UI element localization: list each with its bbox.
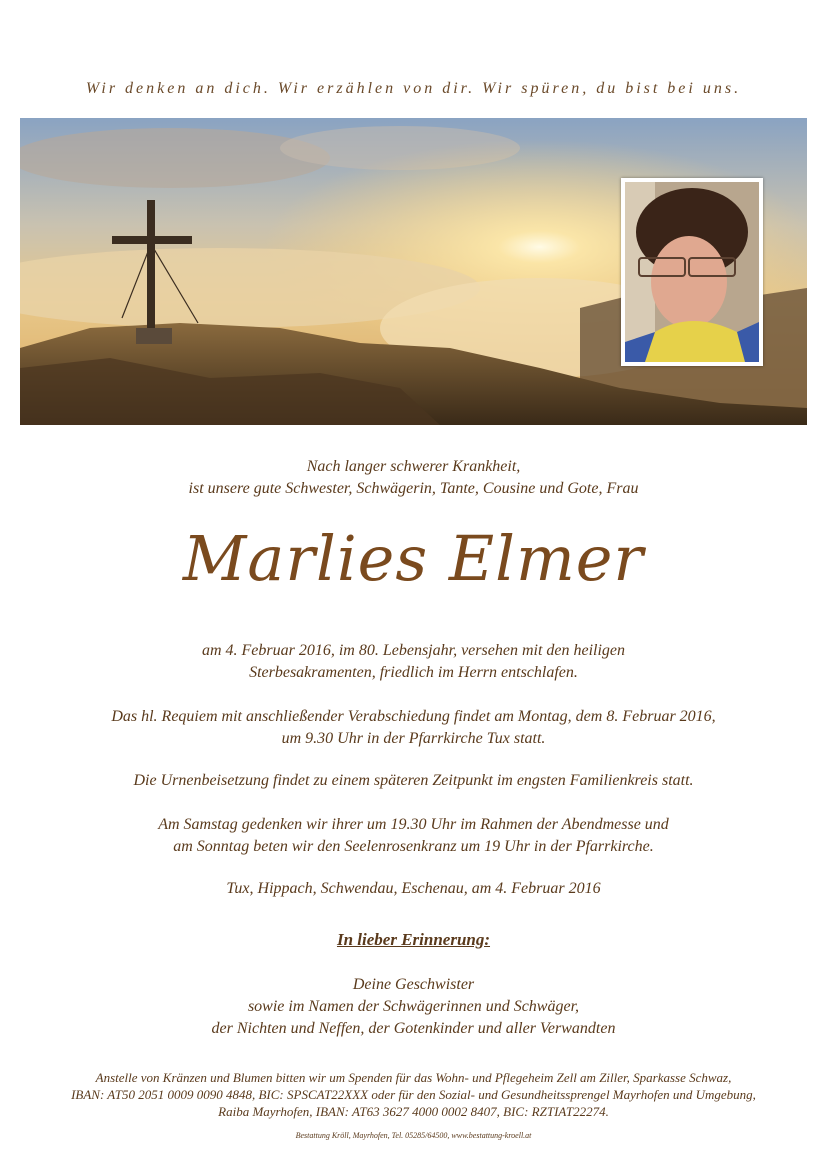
memorial-mass-line-1: Am Samstag gedenken wir ihrer um 19.30 Uhr im Rahmen der Abendmesse und bbox=[158, 816, 669, 833]
deceased-name: Marlies Elmer bbox=[182, 522, 645, 595]
family-line-1: Deine Geschwister bbox=[352, 976, 475, 993]
requiem-line-2: um 9.30 Uhr in der Pfarrkirche Tux statt. bbox=[281, 730, 546, 747]
urn-burial-paragraph bbox=[0, 770, 827, 792]
funeral-home-footer: Bestattung Kröll, Mayrhofen, Tel. 05285/64500, www.bestattung-kroell.at bbox=[295, 1131, 532, 1140]
intro-line-2: ist unsere gute Schwester, Schwägerin, Tante, Cousine und Gote, Frau bbox=[188, 480, 639, 497]
death-notice-line-2: Sterbesakramenten, friedlich im Herrn entschlafen. bbox=[249, 664, 578, 681]
death-notice-paragraph bbox=[0, 640, 827, 684]
family-line-2: sowie im Namen der Schwägerinnen und Schwäger, bbox=[247, 998, 580, 1015]
place-date: Tux, Hippach, Schwendau, Eschenau, am 4. Februar 2016 bbox=[226, 880, 601, 897]
memorial-mass-line-2: am Sonntag beten wir den Seelenrosenkranz um 19 Uhr in der Pfarrkirche. bbox=[173, 838, 654, 855]
memorial-mass-paragraph bbox=[0, 814, 827, 858]
memory-title: In lieber Erinnerung: bbox=[336, 930, 491, 949]
intro-text bbox=[0, 456, 827, 500]
urn-burial-line-1: Die Urnenbeisetzung findet zu einem späteren Zeitpunkt im engsten Familienkreis statt. bbox=[133, 772, 694, 789]
requiem-line-1: Das hl. Requiem mit anschließender Verabschiedung findet am Montag, dem 8. Februar 2016, bbox=[111, 708, 716, 725]
death-notice-line-1: am 4. Februar 2016, im 80. Lebensjahr, versehen mit den heiligen bbox=[201, 642, 626, 659]
donation-line-3: Raiba Mayrhofen, IBAN: AT63 3627 4000 0002 8407, BIC: RZTIAT22274. bbox=[218, 1104, 609, 1119]
motto: Wir denken an dich. Wir erzählen von dir. Wir spüren, du bist bei uns. bbox=[85, 80, 742, 97]
donation-line-2: IBAN: AT50 2051 0009 0090 4848, BIC: SPSCAT22XXX oder für den Sozial- und Gesundheitssprengel Mayrhofen und Umgebung, bbox=[71, 1087, 756, 1102]
donation-line-1: Anstelle von Kränzen und Blumen bitten wir um Spenden für das Wohn- und Pflegeheim Zell am Ziller, Sparkasse Schwaz, bbox=[95, 1070, 732, 1085]
donation-notice bbox=[0, 1069, 827, 1120]
intro-line-1: Nach langer schwerer Krankheit, bbox=[306, 458, 521, 475]
requiem-paragraph bbox=[0, 706, 827, 750]
family-line-3: der Nichten und Neffen, der Gotenkinder und aller Verwandten bbox=[211, 1020, 616, 1037]
portrait-photo bbox=[621, 178, 763, 366]
family-signature bbox=[0, 974, 827, 1040]
